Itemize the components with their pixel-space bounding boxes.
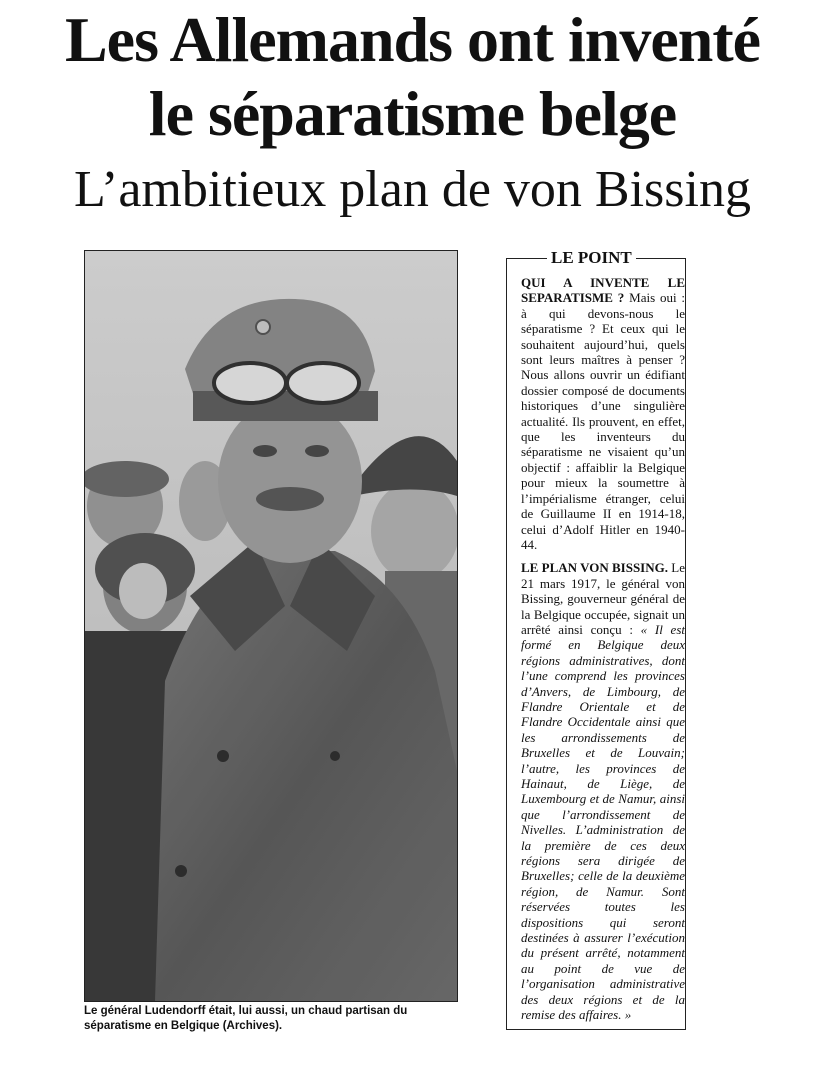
sidebar-paragraph-2-lead: LE PLAN VON BISSING. bbox=[521, 560, 668, 576]
sidebar-paragraph-1-text: Mais oui : à qui devons-nous le séparatisme ? Et ceux qui le souhaitent aujourd’hui, quels sont leurs maîtres à penser ? Nous allons ouvrir un édifiant dossier composé de documents historiques d’une singulière actualité. Ils prouvent, en effet, que les inventeurs du séparatisme ne visaient qu’un objectif : affaiblir la Belgique pour mieux la soumettre à l’impérialisme étranger, celui de Guillaume II en 1914-18, celui d’Adolf Hitler en 1940-44. bbox=[521, 290, 685, 552]
sidebar-paragraph-2 bbox=[521, 560, 685, 1022]
sidebar-body bbox=[521, 275, 685, 1031]
article-photo bbox=[84, 250, 458, 1002]
sidebar-title: LE POINT bbox=[547, 248, 636, 268]
sidebar-paragraph-2-text: Le 21 mars 1917, le général von Bissing, gouverneur général de la Belgique occupée, signait un arrêté ainsi conçu : bbox=[521, 560, 685, 637]
sidebar-paragraph-2-quote: « Il est formé en Belgique deux régions administratives, dont l’une comprend les provinces d’Anvers, de Limbourg, de Flandre Orientale et de Flandre Occidentale ainsi que les arrondissements de Bruxelles et de Louvain; l’autre, les provinces de Hainaut, de Liège, de Luxembourg et de Namur, ainsi que l’arrondissement de Nivelles. L’administration de la première de ces deux régions sera dirigée de Bruxelles; celle de la deuxième région, de Namur. Sont réservées toutes les dispositions qui seront destinées à assurer l’exécution du présent arrêté, notamment au point de vue de l’organisation administrative des deux régions et de la remise des affaires. » bbox=[521, 621, 685, 1023]
sidebar-box-le-point bbox=[506, 248, 686, 1030]
sidebar-paragraph-1 bbox=[521, 275, 685, 552]
sidebar-paragraph-1-lead: QUI A INVENTE LE SEPARATISME ? bbox=[521, 275, 685, 306]
photo-illustration bbox=[85, 251, 457, 1001]
headline-line-2: le séparatisme belge bbox=[148, 78, 677, 149]
subheadline: L’ambitieux plan de von Bissing bbox=[74, 161, 751, 218]
headline-line-1: Les Allemands ont inventé bbox=[64, 4, 761, 75]
photo-caption: Le général Ludendorff était, lui aussi, un chaud partisan du séparatisme en Belgique (Archives). bbox=[84, 1005, 408, 1032]
